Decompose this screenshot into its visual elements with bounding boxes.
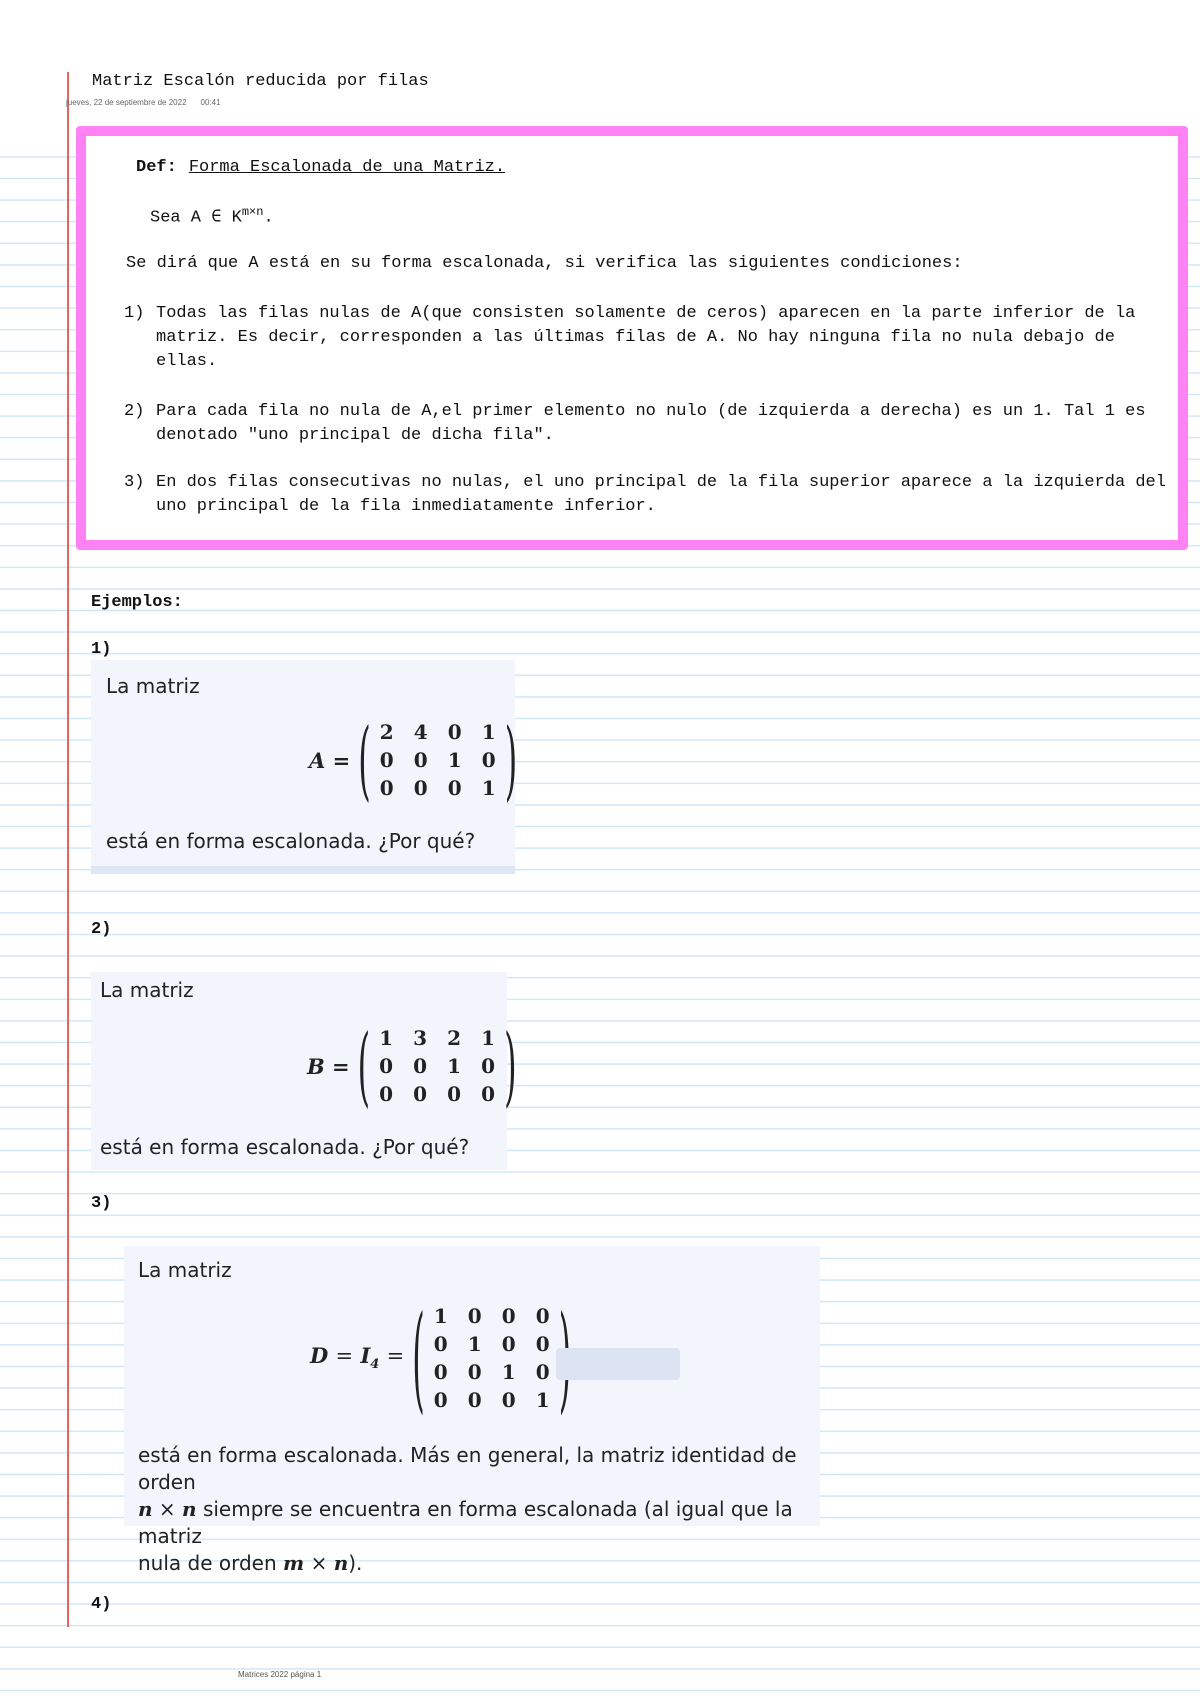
condition-1 (124, 302, 1184, 374)
math-n: n (182, 1497, 197, 1521)
left-paren: ( (358, 708, 371, 812)
example-1-label: 1) (91, 640, 112, 659)
matrix-cell: 0 (433, 1388, 448, 1412)
outro-line-1: está en forma escalonada. Más en general, la matriz identidad de orden (138, 1443, 797, 1494)
sea-end: . (263, 208, 274, 228)
definition-sea (150, 205, 274, 228)
matrix-cell: 1 (535, 1388, 550, 1412)
example-2-label: 2) (91, 920, 112, 939)
matrix-cell: 1 (501, 1360, 516, 1384)
matrix-cell: 0 (481, 1082, 496, 1106)
condition-text: En dos filas consecutivas no nulas, el uno principal de la fila superior aparece a la izquierda del uno principal de la fila inmediatamente inferior. (156, 473, 1166, 516)
matrix-name (310, 1343, 404, 1372)
matrix-cell: 0 (413, 1054, 428, 1078)
sea-text: Sea A ∈ K (150, 208, 242, 228)
examples-heading: Ejemplos: (91, 593, 183, 612)
page-footer: Matrices 2022 página 1 (238, 1670, 322, 1679)
matrix-cell: 0 (501, 1304, 516, 1328)
page-header-area (0, 0, 1200, 136)
math-n: n (333, 1551, 349, 1575)
math-m: m (283, 1551, 305, 1575)
example-1-card (91, 660, 518, 866)
matrix-cell: 4 (413, 720, 428, 744)
matrix-cell: 0 (501, 1332, 516, 1356)
card-outro: está en forma escalonada. ¿Por qué? (106, 829, 476, 853)
outro-line-3 (138, 1550, 818, 1577)
time-text: 00:41 (200, 98, 221, 107)
matrix-cell: 0 (467, 1388, 482, 1412)
matrix-cell: 0 (535, 1360, 550, 1384)
matrix-a (373, 720, 503, 800)
var-i: I (360, 1343, 371, 1369)
matrix-cell: 0 (481, 1054, 496, 1078)
matrix-cell: 1 (433, 1304, 448, 1328)
matrix-cell: 1 (481, 1026, 496, 1050)
condition-number: 2) (124, 402, 145, 421)
blurred-region (556, 1348, 680, 1380)
matrix-cell: 0 (379, 776, 394, 800)
times-sign: × (158, 1497, 176, 1521)
condition-2 (124, 400, 1184, 448)
left-paren: ( (357, 1014, 371, 1118)
card-outro (138, 1442, 818, 1577)
matrix-cell: 1 (447, 1054, 462, 1078)
times-sign: × (310, 1551, 328, 1575)
condition-3 (124, 471, 1184, 519)
matrix-cell: 1 (481, 720, 496, 744)
subscript-4: 4 (370, 1357, 380, 1373)
right-paren: ) (504, 708, 518, 812)
matrix-cell: 1 (447, 748, 462, 772)
date-text: jueves, 22 de septiembre de 2022 (66, 98, 187, 107)
matrix-cell: 0 (413, 1082, 428, 1106)
outro-line-3-text: nula de orden (138, 1551, 277, 1575)
matrix-name: A = (309, 747, 351, 773)
matrix-cell: 0 (413, 748, 428, 772)
matrix-cell: 2 (379, 720, 394, 744)
sea-superscript: m×n (241, 205, 264, 219)
var-d: D (310, 1343, 329, 1369)
matrix-equation (310, 1289, 571, 1427)
matrix-cell: 0 (447, 720, 462, 744)
definition-label: Def: (136, 158, 177, 177)
matrix-d (427, 1304, 557, 1412)
matrix-cell: 0 (379, 1082, 394, 1106)
matrix-cell: 0 (535, 1332, 550, 1356)
matrix-cell: 0 (481, 748, 496, 772)
matrix-cell: 0 (535, 1304, 550, 1328)
matrix-cell: 1 (481, 776, 496, 800)
matrix-cell: 0 (433, 1332, 448, 1356)
matrix-cell: 0 (379, 748, 394, 772)
matrix-cell: 0 (447, 776, 462, 800)
card-outro: está en forma escalonada. ¿Por qué? (100, 1135, 470, 1159)
condition-number: 1) (124, 304, 145, 323)
definition-heading: Forma Escalonada de una Matriz. (188, 158, 506, 177)
card-intro: La matriz (100, 978, 194, 1002)
matrix-cell: 0 (467, 1304, 482, 1328)
outro-line-2 (138, 1496, 818, 1550)
condition-number: 3) (124, 473, 145, 492)
right-paren: ) (504, 1014, 517, 1118)
matrix-b (372, 1026, 502, 1106)
matrix-cell: 1 (379, 1026, 394, 1050)
matrix-cell: 0 (501, 1388, 516, 1412)
example-3-label: 3) (91, 1194, 112, 1213)
math-n: n (138, 1497, 153, 1521)
card-intro: La matriz (106, 674, 200, 698)
matrix-cell: 0 (413, 776, 428, 800)
equals-sign: = (386, 1344, 405, 1369)
matrix-cell: 0 (447, 1082, 462, 1106)
margin-line (67, 72, 69, 1627)
example-3-card (124, 1246, 820, 1575)
card-intro: La matriz (138, 1258, 232, 1282)
condition-text: Para cada fila no nula de A,el primer elemento no nulo (de izquierda a derecha) es un 1. Tal 1 es denotado "uno principal de dicha fila". (156, 402, 1146, 445)
example-4-label: 4) (91, 1595, 112, 1614)
matrix-cell: 2 (447, 1026, 462, 1050)
outro-line-2-text: siempre se encuentra en forma escalonada (al igual que la matriz (138, 1497, 793, 1548)
outro-end: ). (348, 1551, 363, 1575)
definition-title (136, 158, 505, 177)
condition-text: Todas las filas nulas de A(que consisten solamente de ceros) aparecen en la parte inferior de la matriz. Es decir, corresponden a las últimas filas de A. No hay ninguna fila no nula debajo de ellas. (156, 304, 1136, 371)
left-paren: ( (412, 1289, 425, 1427)
matrix-cell: 1 (467, 1332, 482, 1356)
matrix-equation (307, 1014, 517, 1118)
matrix-cell: 0 (433, 1360, 448, 1384)
matrix-cell: 0 (379, 1054, 394, 1078)
page-date (66, 98, 221, 107)
matrix-cell: 0 (467, 1360, 482, 1384)
definition-intro: Se dirá que A está en su forma escalonada, si verifica las siguientes condiciones: (126, 254, 963, 273)
matrix-name: B = (307, 1053, 350, 1079)
matrix-cell: 3 (413, 1026, 428, 1050)
equals-sign: = (335, 1344, 354, 1369)
page-title: Matriz Escalón reducida por filas (92, 72, 429, 91)
matrix-equation (309, 708, 518, 812)
example-2-card (91, 972, 517, 1170)
definition-box (76, 126, 1188, 550)
